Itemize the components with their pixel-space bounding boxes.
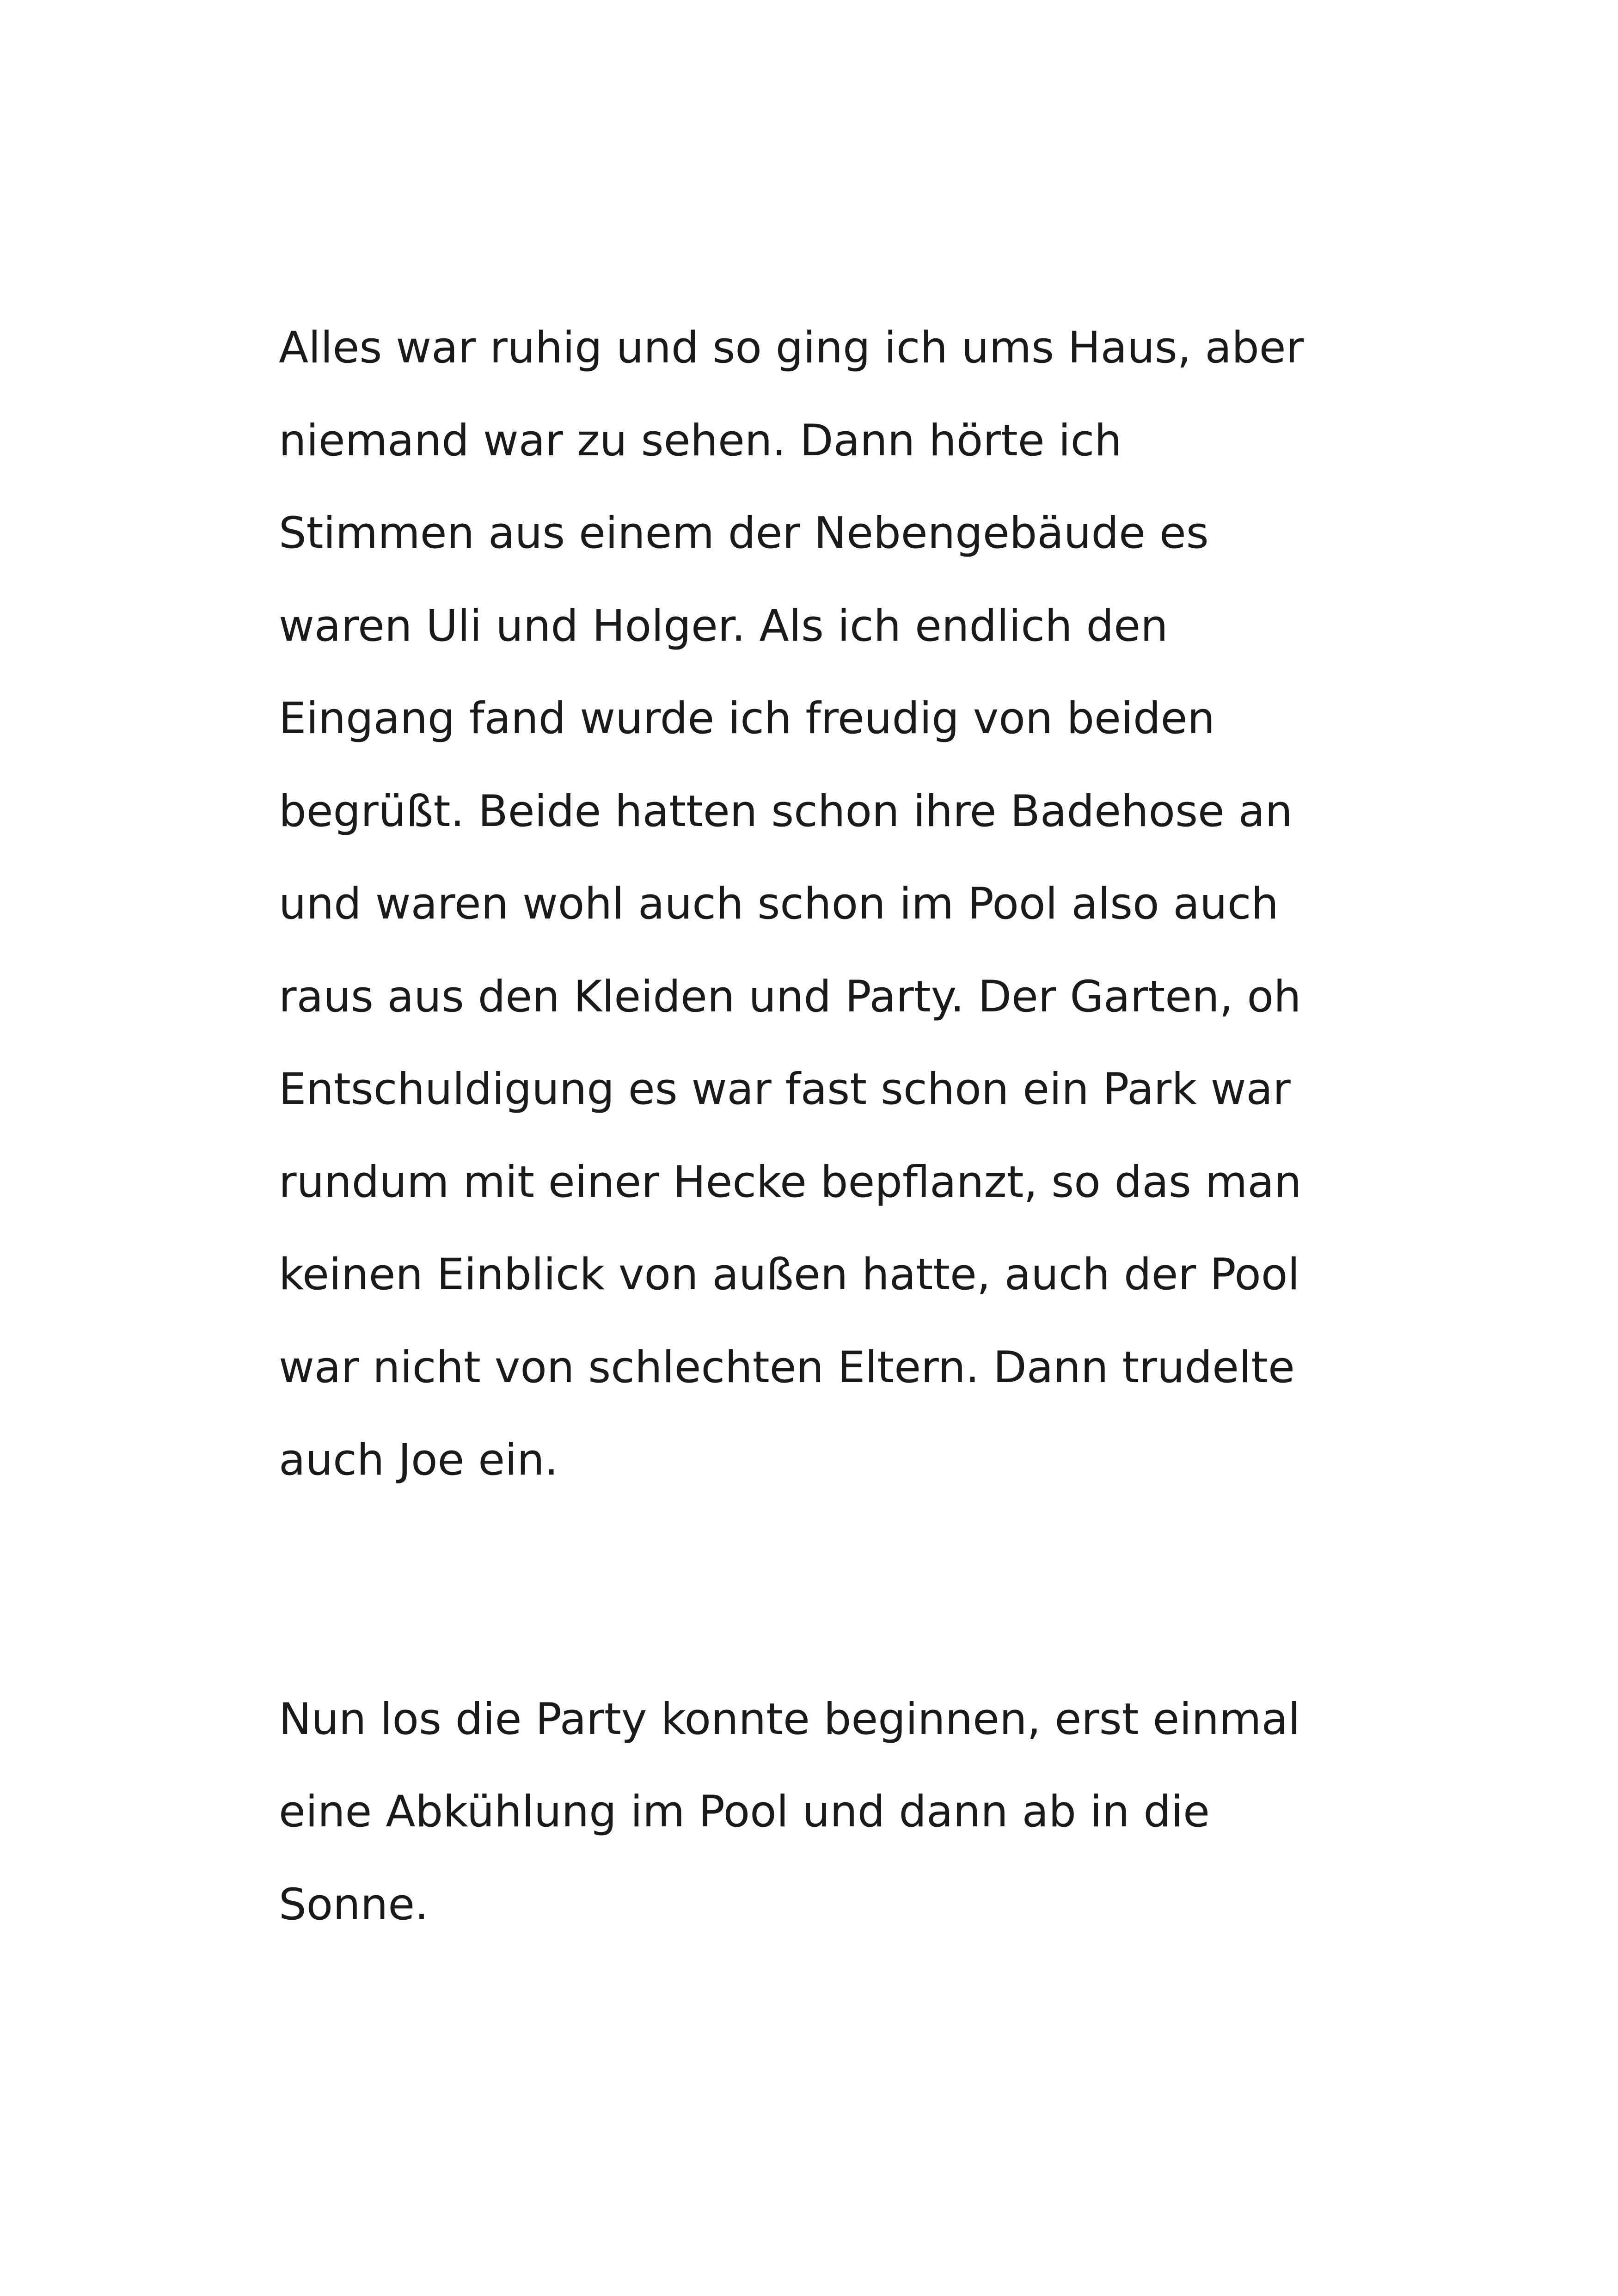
paragraph-line: waren Uli und Holger. Als ich endlich den [279,601,1168,651]
paragraph-line: niemand war zu sehen. Dann hörte ich [279,416,1122,466]
paragraph-line: raus aus den Kleiden und Party. Der Garten, oh [279,972,1301,1022]
paragraph-line: rundum mit einer Hecke bepflanzt, so das man [279,1157,1302,1207]
paragraph-line: Entschuldigung es war fast schon ein Park war [279,1064,1291,1114]
paragraph-line: Eingang fand wurde ich freudig von beiden [279,693,1215,744]
paragraph-line: Sonne. [279,1880,429,1930]
paragraph-line: eine Abkühlung im Pool und dann ab in die [279,1787,1210,1837]
paragraph-line: begrüßt. Beide hatten schon ihre Badehose an [279,786,1293,837]
paragraph-line: war nicht von schlechten Eltern. Dann trudelte [279,1342,1295,1393]
paragraph-line: keinen Einblick von außen hatte, auch der Pool [279,1249,1300,1300]
paragraph-line: Alles war ruhig und so ging ich ums Haus, aber [279,323,1304,373]
paragraph-line: auch Joe ein. [279,1435,558,1485]
paragraph-line: und waren wohl auch schon im Pool also auch [279,879,1279,929]
paragraph-line: Nun los die Party konnte beginnen, erst einmal [279,1694,1300,1745]
paragraph-line: Stimmen aus einem der Nebengebäude es [279,508,1209,558]
